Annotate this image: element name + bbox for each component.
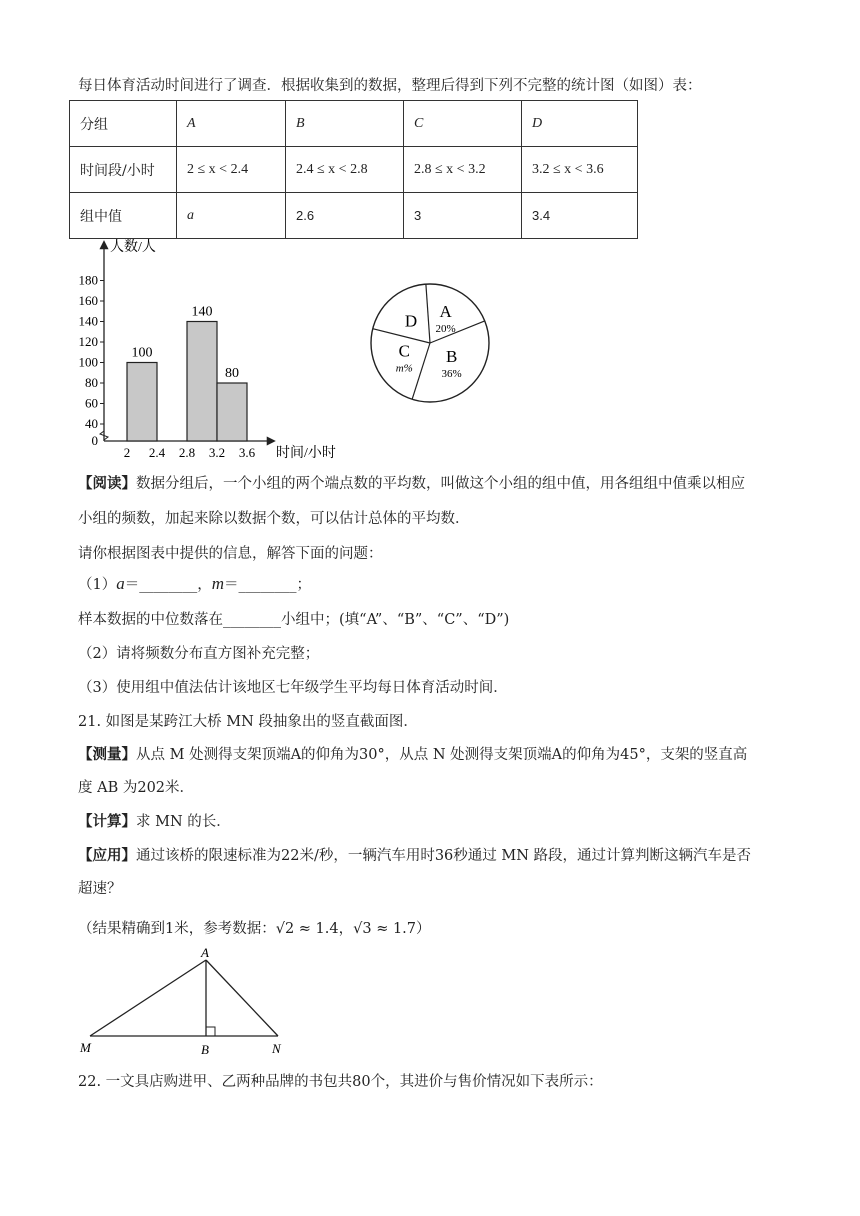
x-tick-label: 3.2: [208, 445, 226, 460]
calc-label: 【计算】: [78, 813, 136, 830]
right-angle-mark: [206, 1027, 215, 1036]
segment-MA: [90, 960, 206, 1036]
label-N: N: [272, 1041, 281, 1056]
x-tick-label: 2.8: [178, 445, 196, 460]
bar-value-label: 100: [131, 345, 153, 361]
row-label: 时间段/小时: [70, 147, 177, 193]
question-1: [78, 573, 311, 594]
q1-var-a: a: [116, 574, 125, 593]
measure-label: 【测量】: [78, 746, 136, 763]
problem-21-measure: [78, 743, 747, 764]
measure-text: 从点 M 处测得支架顶端A的仰角为30°，从点 N 处测得支架顶端A的仰角为45°，支架的竖直高: [136, 747, 748, 763]
y-tick-label: 160: [78, 293, 98, 308]
question-2: （2）请将频数分布直方图补充完整；: [78, 646, 320, 662]
range-cell: 2.8 ≤ x < 3.2: [404, 147, 522, 193]
range-cell: 2 ≤ x < 2.4: [177, 147, 286, 193]
read-line-2: 小组的频数，加起来除以数据个数，可以估计总体的平均数．: [78, 511, 470, 527]
read-label: 【阅读】: [78, 475, 136, 492]
problem-21-title: 21. 如图是某跨江大桥 MN 段抽象出的竖直截面图．: [78, 714, 418, 730]
pie-slice-percent: 20%: [435, 322, 456, 335]
problem-21-note: （结果精确到1米，参考数据：√2 ≈ 1.4，√3 ≈ 1.7）: [78, 921, 431, 937]
pie-slice-percent: 36%: [441, 368, 462, 381]
y-tick-label: 100: [78, 354, 98, 370]
midpoint-cell: a: [177, 193, 286, 239]
label-B: B: [201, 1042, 209, 1057]
histogram-bar: [217, 383, 247, 441]
bar-value-label: 140: [191, 304, 213, 320]
y-tick-label: 80: [85, 375, 98, 390]
apply-text: 通过该桥的限速标准为22米/秒，一辆汽车用时36秒通过 MN 路段，通过计算判断这辆汽车是否: [136, 848, 752, 864]
problem-21-measure-2: 度 AB 为202米．: [78, 780, 195, 796]
y-tick-label: 180: [78, 272, 98, 288]
row-label: 分组: [70, 101, 177, 147]
pie-slice-label: A: [439, 301, 452, 321]
group-cell: C: [404, 101, 522, 147]
problem-21-apply-2: 超速？: [78, 881, 122, 897]
group-table: [69, 100, 638, 239]
q1-var-m: m: [211, 574, 225, 593]
histogram-chart: [60, 238, 360, 463]
y-tick-label: 120: [78, 334, 98, 349]
table-row: [70, 147, 638, 193]
histogram-bar: [187, 322, 217, 442]
q1-prefix: （1）: [78, 577, 117, 593]
range-cell: 3.2 ≤ x < 3.6: [522, 147, 638, 193]
y-tick-label: 60: [85, 395, 98, 411]
segment-AN: [206, 960, 278, 1036]
table-row: [70, 193, 638, 239]
label-M: M: [80, 1040, 91, 1055]
apply-label: 【应用】: [78, 847, 136, 864]
row-label: 组中值: [70, 193, 177, 239]
histogram-bar: [127, 363, 157, 442]
q1-end: ＝________；: [224, 577, 312, 593]
prompt-line: 请你根据图表中提供的信息，解答下面的问题：: [78, 546, 383, 562]
problem-22: 22. 一文具店购进甲、乙两种品牌的书包共80个，其进价与售价情况如下表所示：: [78, 1074, 603, 1090]
read-text: 数据分组后，一个小组的两个端点数的平均数，叫做这个小组的组中值，用各组组中值乘以相应: [136, 476, 745, 492]
x-tick-label: 2: [123, 445, 131, 460]
x-axis-label: 时间/小时: [276, 446, 336, 461]
y-tick-label: 140: [78, 313, 98, 329]
x-tick-label: 2.4: [148, 445, 166, 460]
group-cell: B: [286, 101, 404, 147]
pie-slice-label: B: [445, 347, 458, 367]
triangle-figure: [74, 942, 314, 1062]
group-cell: D: [522, 101, 638, 147]
problem-21-apply: [78, 844, 751, 865]
pie-slice-label: C: [398, 341, 410, 361]
median-question: 样本数据的中位数落在________小组中；(填“A”、“B”、“C”、“D”): [78, 612, 510, 628]
y-axis-label: 人数/人: [110, 240, 156, 255]
label-A: A: [201, 945, 209, 960]
range-cell: 2.4 ≤ x < 2.8: [286, 147, 404, 193]
group-cell: A: [177, 101, 286, 147]
read-paragraph: [78, 472, 745, 493]
question-3: （3）使用组中值法估计该地区七年级学生平均每日体育活动时间．: [78, 680, 508, 696]
pie-slice-percent: m%: [395, 362, 413, 375]
y-tick-label: 40: [85, 416, 98, 431]
q1-mid: ＝________，: [124, 577, 212, 593]
table-row: [70, 101, 638, 147]
pie-slice-label: D: [404, 311, 418, 331]
midpoint-cell: 3.4: [522, 193, 638, 239]
midpoint-cell: 3: [404, 193, 522, 239]
midpoint-cell: 2.6: [286, 193, 404, 239]
calc-text: 求 MN 的长．: [136, 814, 231, 830]
problem-21-calc: [78, 810, 231, 831]
x-tick-label: 3.6: [238, 445, 256, 460]
bar-value-label: 80: [225, 366, 239, 381]
intro-line: 每日体育活动时间进行了调查．根据收集到的数据，整理后得到下列不完整的统计图（如图）表：: [78, 78, 702, 94]
pie-chart: [360, 273, 500, 413]
y-tick-label: 0: [91, 433, 98, 448]
